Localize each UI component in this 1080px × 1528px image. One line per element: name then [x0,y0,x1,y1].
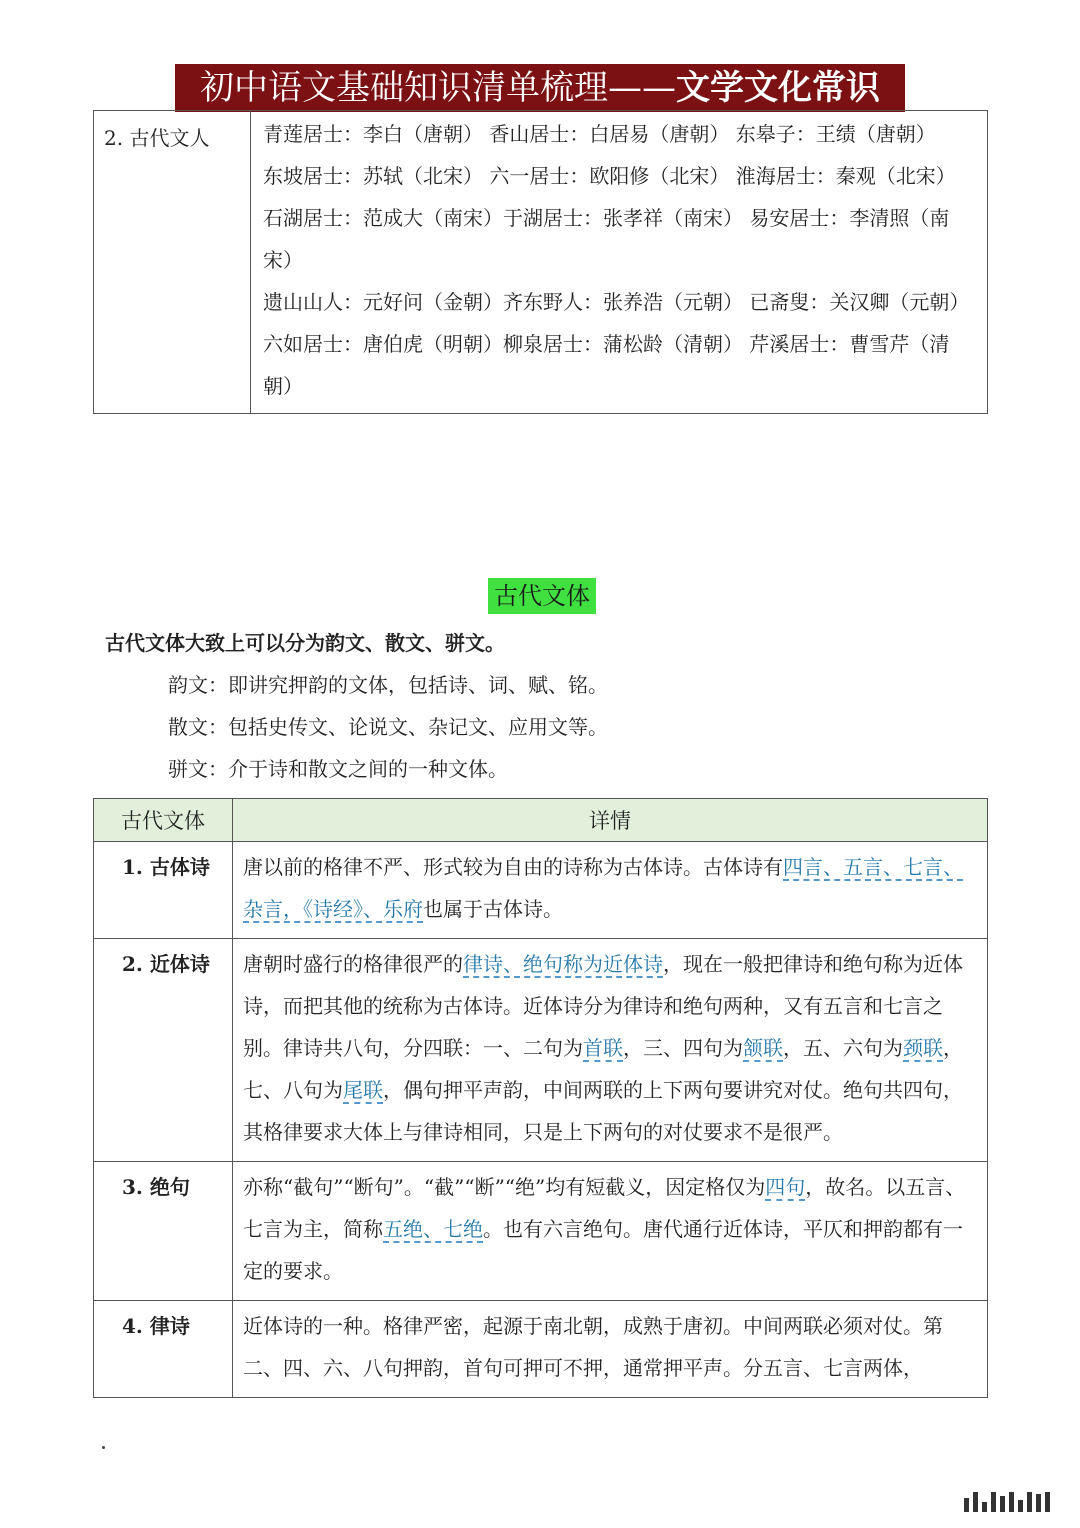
title-part1: 初中语文基础知识清单梳理—— [200,68,676,108]
details-text: ，现在一般把律诗和绝句称为近体诗，而把其他的统称为古体诗。近体诗分为律诗和绝句两种，又有五言和七言之别。律诗共八句，分四联：一、二句为 [243,952,963,1060]
definition-yunwen: 韵文：即讲究押韵的文体，包括诗、词、赋、铭。 [168,673,608,697]
details-text: 也属于古体诗。 [423,897,563,921]
table-row [94,1162,988,1301]
highlight-term: 律诗、绝句称为近体诗 [463,952,663,976]
highlight-term: 颔联 [743,1036,783,1060]
ancient-writers-table [93,110,988,414]
list-item: 遗山山人：元好问（金朝）齐东野人：张养浩（元朝） 已斋叟：关汉卿（元朝） [263,290,970,314]
title-part2: 文学文化常识 [676,68,880,108]
highlight-term: 四言、五言、七言、杂言，《诗经》、乐府 [243,855,963,921]
genre-details [233,842,988,939]
table-row [94,111,988,414]
genre-details [233,939,988,1162]
column-header-details: 详情 [233,799,988,842]
table-row [94,842,988,939]
list-item: 六如居士：唐伯虎（明朝）柳泉居士：蒲松龄（清朝） 芹溪居士：曹雪芹（清朝） [263,332,950,398]
genre-name: 3. 绝句 [94,1162,233,1301]
writers-list [251,111,988,414]
genre-table [93,798,988,1398]
details-text: 亦称“截句”“断句”。“截”“断”“绝”均有短截义，因定格仅为 [243,1175,766,1199]
highlight-term: 尾联 [343,1078,383,1102]
table-row [94,1301,988,1398]
genre-name: 4. 律诗 [94,1301,233,1398]
details-text: 唐以前的格律不严、形式较为自由的诗称为古体诗。古体诗有 [243,855,783,879]
genre-name: 1. 古体诗 [94,842,233,939]
definition-pianwen: 骈文：介于诗和散文之间的一种文体。 [168,757,508,781]
section-heading: 古代文体 [488,578,596,614]
details-text: ，故名。以五言、七言为主，简称 [243,1175,966,1241]
column-header-genre: 古代文体 [94,799,233,842]
details-text: ，三、四句为 [623,1036,743,1060]
writers-category: 2. 古代文人 [94,111,251,414]
details-text: 。也有六言绝句。唐代通行近体诗，平仄和押韵都有一定的要求。 [243,1217,963,1283]
details-text: 唐朝时盛行的格律很严的 [243,952,463,976]
genre-name: 2. 近体诗 [94,939,233,1162]
genre-details: 近体诗的一种。格律严密，起源于南北朝，成熟于唐初。中间两联必须对仗。第二、四、六、八句押韵，首句可押可不押，通常押平声。分五言、七言两体， [233,1301,988,1398]
watermark-barcode-icon [964,1492,1050,1512]
definition-sanwen: 散文：包括史传文、论说文、杂记文、应用文等。 [168,715,608,739]
list-item: 东坡居士：苏轼（北宋） 六一居士：欧阳修（北宋） 淮海居士：秦观（北宋） [263,164,956,188]
list-item: 青莲居士：李白（唐朝） 香山居士：白居易（唐朝） 东皋子：王绩（唐朝） [263,122,936,146]
table-header-row [94,799,988,842]
page-title [175,64,905,112]
details-text: ，七、八句为 [243,1036,963,1102]
page-dot [102,1446,105,1449]
highlight-term: 五绝、七绝 [383,1217,483,1241]
highlight-term: 四句 [765,1175,806,1199]
table-row [94,939,988,1162]
list-item: 石湖居士：范成大（南宋）于湖居士：张孝祥（南宋） 易安居士：李清照（南宋） [263,206,950,272]
details-text: ，五、六句为 [783,1036,903,1060]
details-text: ，偶句押平声韵，中间两联的上下两句要讲究对仗。绝句共四句，其格律要求大体上与律诗相同，只是上下两句的对仗要求不是很严。 [243,1078,963,1144]
highlight-term: 颈联 [903,1036,943,1060]
highlight-term: 首联 [583,1036,623,1060]
section-intro: 古代文体大致上可以分为韵文、散文、骈文。 [105,631,505,655]
genre-details [233,1162,988,1301]
